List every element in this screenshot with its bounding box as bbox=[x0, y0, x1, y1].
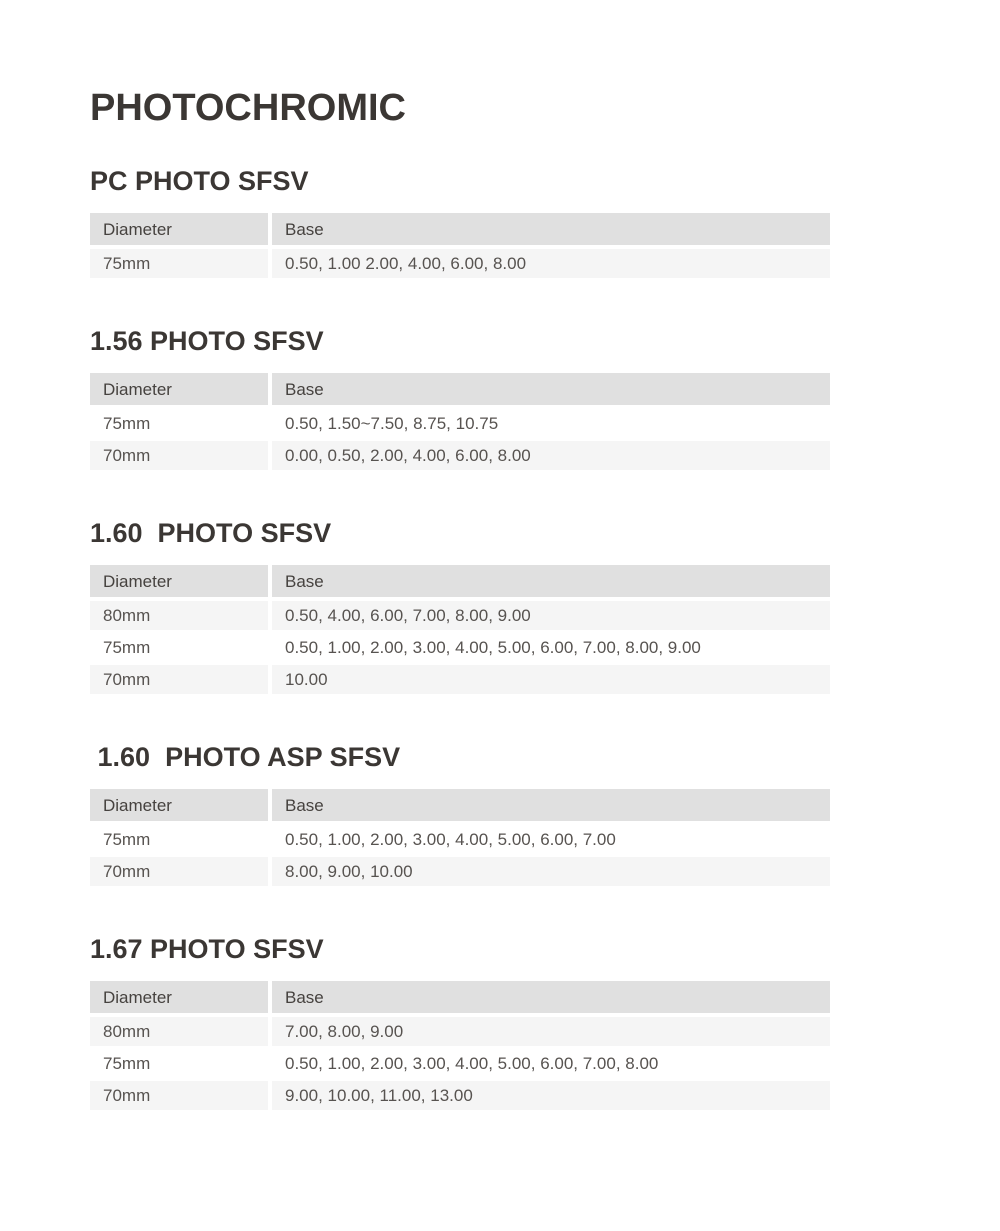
diameter-cell: 70mm bbox=[90, 1081, 268, 1110]
column-header-base: Base bbox=[272, 789, 830, 821]
table-header-row bbox=[90, 981, 830, 1013]
section-heading: PC PHOTO SFSV bbox=[90, 166, 309, 196]
diameter-base-table bbox=[90, 213, 830, 278]
base-cell: 8.00, 9.00, 10.00 bbox=[272, 857, 830, 886]
diameter-base-table bbox=[90, 789, 830, 886]
column-header-base: Base bbox=[272, 373, 830, 405]
table-row bbox=[90, 1017, 830, 1046]
diameter-base-table bbox=[90, 373, 830, 470]
diameter-cell: 80mm bbox=[90, 601, 268, 630]
diameter-cell: 75mm bbox=[90, 825, 268, 854]
diameter-cell: 75mm bbox=[90, 409, 268, 438]
section-heading: 1.56 PHOTO SFSV bbox=[90, 326, 324, 356]
base-cell: 7.00, 8.00, 9.00 bbox=[272, 1017, 830, 1046]
table-row bbox=[90, 409, 830, 438]
diameter-cell: 75mm bbox=[90, 633, 268, 662]
section-heading: 1.67 PHOTO SFSV bbox=[90, 934, 324, 964]
base-cell: 0.50, 1.00, 2.00, 3.00, 4.00, 5.00, 6.00, 7.00, 8.00 bbox=[272, 1049, 830, 1078]
diameter-cell: 70mm bbox=[90, 857, 268, 886]
diameter-cell: 70mm bbox=[90, 665, 268, 694]
base-cell: 0.00, 0.50, 2.00, 4.00, 6.00, 8.00 bbox=[272, 441, 830, 470]
product-section bbox=[90, 328, 830, 470]
base-cell: 10.00 bbox=[272, 665, 830, 694]
diameter-cell: 75mm bbox=[90, 249, 268, 278]
table-row bbox=[90, 665, 830, 694]
table-row bbox=[90, 249, 830, 278]
diameter-cell: 70mm bbox=[90, 441, 268, 470]
table-header-row bbox=[90, 789, 830, 821]
column-header-base: Base bbox=[272, 565, 830, 597]
column-header-diameter: Diameter bbox=[90, 565, 268, 597]
column-header-diameter: Diameter bbox=[90, 789, 268, 821]
product-section bbox=[90, 936, 830, 1110]
table-row bbox=[90, 441, 830, 470]
column-header-diameter: Diameter bbox=[90, 373, 268, 405]
base-cell: 0.50, 1.50~7.50, 8.75, 10.75 bbox=[272, 409, 830, 438]
diameter-cell: 80mm bbox=[90, 1017, 268, 1046]
column-header-base: Base bbox=[272, 981, 830, 1013]
base-cell: 9.00, 10.00, 11.00, 13.00 bbox=[272, 1081, 830, 1110]
table-row bbox=[90, 825, 830, 854]
page-title: PHOTOCHROMIC bbox=[90, 87, 406, 129]
table-row bbox=[90, 857, 830, 886]
column-header-base: Base bbox=[272, 213, 830, 245]
product-section bbox=[90, 168, 830, 278]
table-row bbox=[90, 1049, 830, 1078]
table-row bbox=[90, 1081, 830, 1110]
base-cell: 0.50, 4.00, 6.00, 7.00, 8.00, 9.00 bbox=[272, 601, 830, 630]
table-row bbox=[90, 633, 830, 662]
table-header-row bbox=[90, 565, 830, 597]
column-header-diameter: Diameter bbox=[90, 213, 268, 245]
base-cell: 0.50, 1.00, 2.00, 3.00, 4.00, 5.00, 6.00, 7.00 bbox=[272, 825, 830, 854]
base-cell: 0.50, 1.00 2.00, 4.00, 6.00, 8.00 bbox=[272, 249, 830, 278]
column-header-diameter: Diameter bbox=[90, 981, 268, 1013]
diameter-base-table bbox=[90, 565, 830, 694]
table-header-row bbox=[90, 373, 830, 405]
diameter-base-table bbox=[90, 981, 830, 1110]
section-heading: 1.60 PHOTO ASP SFSV bbox=[90, 742, 401, 772]
sections-container bbox=[90, 168, 830, 1110]
product-section bbox=[90, 744, 830, 886]
table-header-row bbox=[90, 213, 830, 245]
product-section bbox=[90, 520, 830, 694]
base-cell: 0.50, 1.00, 2.00, 3.00, 4.00, 5.00, 6.00, 7.00, 8.00, 9.00 bbox=[272, 633, 830, 662]
table-row bbox=[90, 601, 830, 630]
diameter-cell: 75mm bbox=[90, 1049, 268, 1078]
section-heading: 1.60 PHOTO SFSV bbox=[90, 518, 332, 548]
